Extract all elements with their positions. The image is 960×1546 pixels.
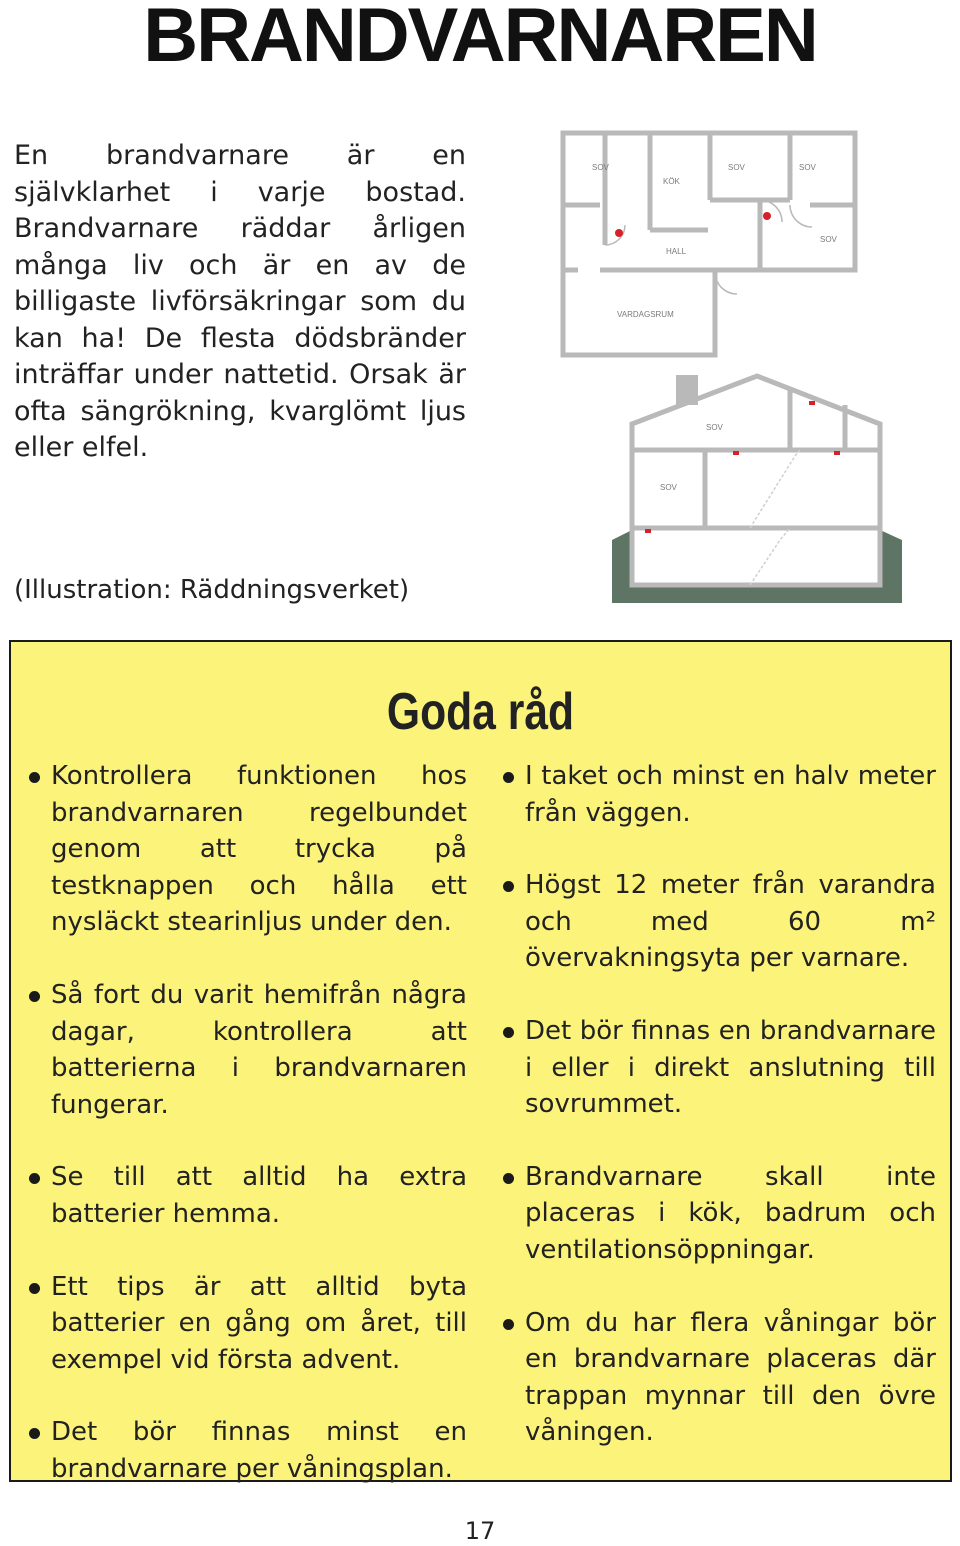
house-illustration: [0, 0, 960, 620]
page-number: 17: [464, 1517, 496, 1545]
svg-text:KÖK: KÖK: [663, 177, 680, 186]
bullet-icon: [29, 1283, 40, 1294]
detectors-section: [645, 401, 840, 533]
advice-item: Ett tips är att alltid byta batterier en gång om året, till exempel vid första advent.: [27, 1269, 467, 1379]
bullet-icon: [29, 772, 40, 783]
house-section: [612, 375, 902, 603]
advice-item: Högst 12 meter från varandra och med 60 m² övervakningsyta per varnare.: [501, 867, 936, 977]
advice-item: Det bör finnas en brandvarnare i eller i direkt anslutning till sovrummet.: [501, 1013, 936, 1123]
bullet-icon: [503, 772, 514, 783]
svg-text:SOV: SOV: [592, 163, 609, 172]
advice-column-right: [501, 758, 936, 1487]
door-swings: [605, 200, 812, 294]
bullet-icon: [503, 1319, 514, 1330]
svg-text:SOV: SOV: [799, 163, 816, 172]
svg-text:VARDAGSRUM: VARDAGSRUM: [617, 310, 674, 319]
bullet-icon: [29, 991, 40, 1002]
svg-text:SOV: SOV: [706, 423, 723, 432]
bullet-icon: [29, 1428, 40, 1439]
advice-heading: Goda råd: [386, 683, 575, 741]
advice-item: Om du har flera våningar bör en brandvarnare placeras där trappan mynnar till den övre våningen.: [501, 1305, 936, 1451]
illustration-caption: (Illustration: Räddningsverket): [14, 575, 410, 605]
advice-box: [9, 640, 952, 1482]
advice-item: Så fort du varit hemifrån några dagar, kontrollera att batterierna i brandvarnaren fungerar.: [27, 977, 467, 1123]
bullet-icon: [503, 1027, 514, 1038]
bullet-icon: [503, 881, 514, 892]
svg-text:HALL: HALL: [666, 247, 687, 256]
svg-text:SOV: SOV: [728, 163, 745, 172]
bullet-icon: [503, 1173, 514, 1184]
bullet-icon: [29, 1173, 40, 1184]
page-title: BRANDVARNAREN: [143, 0, 817, 78]
svg-text:SOV: SOV: [820, 235, 837, 244]
svg-text:SOV: SOV: [660, 483, 677, 492]
advice-item: Kontrollera funktionen hos brandvarnaren regelbundet genom att trycka på testknappen och hålla ett nysläckt stearinljus under den.: [27, 758, 467, 941]
advice-item: Brandvarnare skall inte placeras i kök, badrum och ventilationsöppningar.: [501, 1159, 936, 1269]
advice-column-left: [27, 758, 467, 1524]
advice-item: I taket och minst en halv meter från väggen.: [501, 758, 936, 831]
detectors-floor: [615, 212, 771, 237]
section-labels: [660, 423, 724, 492]
advice-item: Det bör finnas minst en brandvarnare per våningsplan.: [27, 1414, 467, 1487]
intro-paragraph: En brandvarnare är en självklarhet i varje bostad. Brandvarnare räddar årligen många liv och är en av de billigaste livförsäkringar som du kan ha! De flesta dödsbränder inträffar under nattetid. Orsak är ofta sängrökning, kvarglömt ljus eller elfel.: [14, 140, 466, 463]
advice-item: Se till att alltid ha extra batterier hemma.: [27, 1159, 467, 1232]
